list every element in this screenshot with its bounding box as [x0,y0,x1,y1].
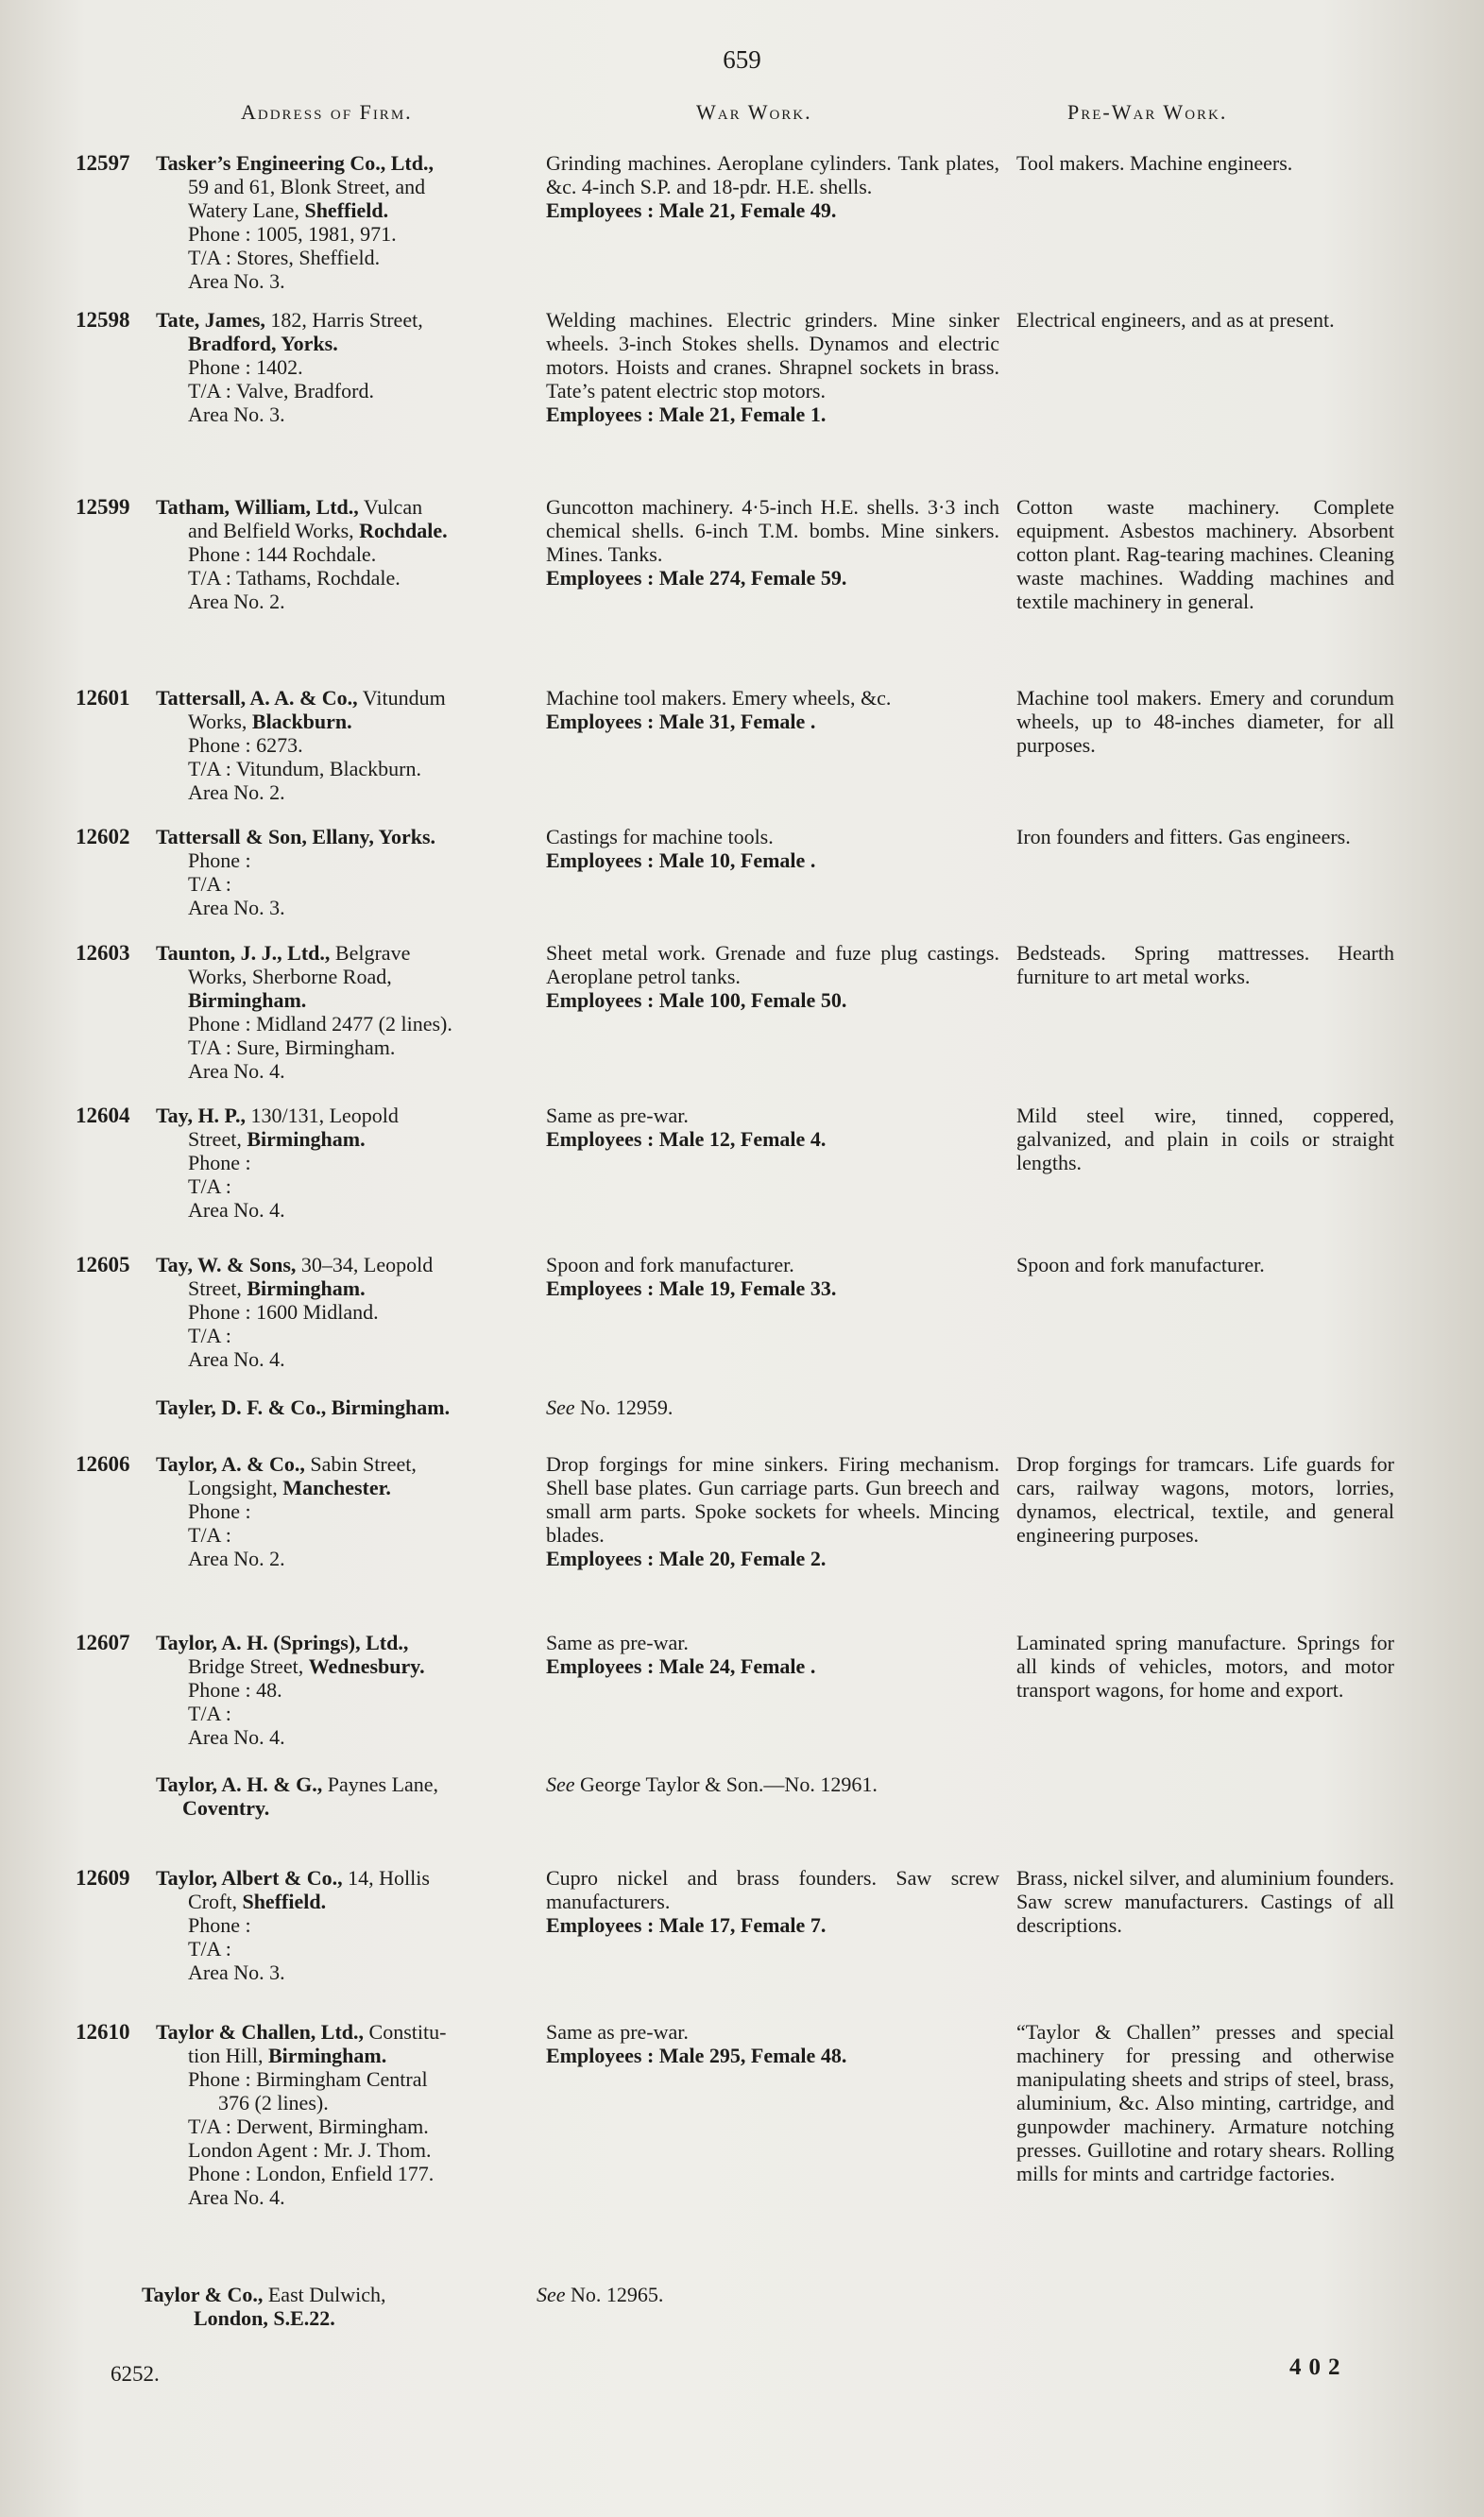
city: Coventry. [182,1796,270,1820]
phone: Phone : 1005, 1981, 971. [188,222,397,246]
city: Wednesbury. [308,1654,425,1678]
telegraphic-address: T/A : Stores, Sheffield. [188,246,381,269]
phone: Phone : 6273. [188,733,303,757]
telegraphic-address: T/A : Vitundum, Blackburn. [188,757,421,780]
street-line: Constitu- [368,2020,447,2044]
street-line: 59 and 61, Blonk Street, and [188,175,426,198]
street-line: and Belfield Works, [188,519,354,542]
war-work [546,1631,999,1678]
war-work-text: Drop forgings for mine sinkers. Firing mechanism. Shell base plates. Gun carriage parts. Gun breech and small arm parts. Spoke sockets for wheels. Mincing blades. [546,1452,999,1547]
telegraphic-address: T/A : [188,872,231,896]
firm-name: Tasker’s Engineering Co., Ltd., [156,151,434,175]
street-line: 30–34, Leopold [300,1253,434,1276]
area-number: Area No. 4. [188,1347,285,1371]
entry-number: 12599 [76,495,130,519]
war-work-text: Cupro nickel and brass founders. Saw screw manufacturers. [546,1866,999,1913]
employees: Employees : Male 31, Female . [546,710,816,733]
war-work [546,308,999,426]
phone: Phone : 48. [188,1678,282,1702]
entry-number: 12609 [76,1866,130,1890]
pre-war-work: Iron founders and fitters. Gas engineers. [1016,825,1351,848]
phone: Phone : 144 Rochdale. [188,542,377,566]
employees: Employees : Male 17, Female 7. [546,1913,827,1937]
war-work-text: Same as pre-war. [546,2020,689,2044]
london-agent: London Agent : Mr. J. Thom. [188,2138,432,2162]
firm-name: Taylor, A. & Co., [156,1452,305,1476]
war-work-text: Guncotton machinery. 4·5-inch H.E. shells. 3·3 inch chemical shells. 6-inch T.M. bombs. Mine sinkers. Mines. Tanks. [546,495,999,566]
street-line: Longsight, [188,1476,278,1499]
firm-address [156,941,524,1083]
city: Manchester. [282,1476,391,1499]
firm-address [156,308,524,426]
area-number: Area No. 2. [188,590,285,613]
telegraphic-address: T/A : [188,1174,231,1198]
see-reference-label: See [546,1772,575,1796]
firm-name: Tay, H. P., [156,1104,246,1127]
entry-number: 12603 [76,941,130,965]
street-line: Street, [188,1276,242,1300]
phone-continued: 376 (2 lines). [218,2091,329,2115]
area-number: Area No. 4. [188,1725,285,1749]
firm-address [156,1395,524,1419]
entry-number: 12605 [76,1253,130,1276]
street-line: Vulcan [363,495,423,519]
war-work [546,1395,999,1419]
city: Sheffield. [242,1890,327,1913]
street-line: Watery Lane, [188,198,299,222]
employees: Employees : Male 19, Female 33. [546,1276,837,1300]
telegraphic-address: T/A : Tathams, Rochdale. [188,566,401,590]
column-header-pre-war-work: Pre-War Work. [1067,100,1228,124]
entry-number: 12597 [76,151,130,175]
war-work-text: Same as pre-war. [546,1631,689,1654]
war-work [546,1253,999,1300]
war-work-text: Sheet metal work. Grenade and fuze plug castings. Aeroplane petrol tanks. [546,941,999,988]
war-work [546,2020,999,2067]
city: Ellany, Yorks. [312,825,436,848]
war-work-text: Same as pre-war. [546,1104,689,1127]
pre-war-work: Cotton waste machinery. Complete equipment. Asbestos machinery. Absorbent cotton plant. Rag-tearing machines. Cleaning waste machines. Wadding machines and textile machinery in general. [1016,495,1394,613]
firm-name: Tattersall, A. A. & Co., [156,686,358,710]
entry-number: 12601 [76,686,130,710]
area-number: Area No. 4. [188,1198,285,1222]
see-reference: No. 12965. [571,2283,664,2306]
phone: Phone : [188,848,251,872]
column-header-war-work: War Work. [696,100,812,124]
area-number: Area No. 3. [188,402,285,426]
war-work-text: Machine tool makers. Emery wheels, &c. [546,686,892,710]
war-work [537,2283,990,2306]
employees: Employees : Male 100, Female 50. [546,988,847,1012]
employees: Employees : Male 274, Female 59. [546,566,847,590]
phone: Phone : [188,1913,251,1937]
firm-address [156,1253,524,1371]
page-number: 659 [723,45,761,74]
firm-address [142,2283,510,2330]
firm-name: Taunton, J. J., Ltd., [156,941,331,965]
war-work [546,686,999,733]
employees: Employees : Male 21, Female 1. [546,402,827,426]
area-number: Area No. 3. [188,269,285,293]
city: Birmingham. [247,1276,366,1300]
area-number: Area No. 4. [188,1059,285,1083]
telegraphic-address: T/A : Sure, Birmingham. [188,1036,396,1059]
phone: Phone : Midland 2477 (2 lines). [188,1012,452,1036]
firm-address [156,825,524,919]
firm-address [156,1104,524,1222]
firm-name: Taylor & Co., [142,2283,264,2306]
war-work-text: Castings for machine tools. [546,825,774,848]
phone: Phone : 1402. [188,355,303,379]
war-work [546,1772,999,1796]
employees: Employees : Male 12, Female 4. [546,1127,827,1151]
firm-address [156,495,524,613]
firm-name: Tay, W. & Sons, [156,1253,297,1276]
firm-address [156,1631,524,1749]
firm-name: Tatham, William, Ltd., [156,495,359,519]
see-reference: George Taylor & Son.—No. 12961. [580,1772,878,1796]
war-work [546,825,999,872]
firm-address [156,151,524,293]
telegraphic-address: T/A : Valve, Bradford. [188,379,374,402]
war-work [546,1866,999,1937]
war-work-text: Grinding machines. Aeroplane cylinders. Tank plates, &c. 4-inch S.P. and 18-pdr. H.E. shells. [546,151,999,198]
street-line: 130/131, Leopold [250,1104,399,1127]
see-reference-label: See [537,2283,566,2306]
phone: Phone : Birmingham Central [188,2067,428,2091]
firm-name: Taylor, Albert & Co., [156,1866,343,1890]
entry-number: 12607 [76,1631,130,1654]
street-line: Works, Sherborne Road, [188,965,392,988]
firm-address [156,1452,524,1570]
telegraphic-address: T/A : [188,1702,231,1725]
footer-code: 6252. [111,2362,160,2386]
war-work [546,495,999,590]
phone: Phone : [188,1499,251,1523]
telegraphic-address: T/A : [188,1937,231,1961]
pre-war-work: “Taylor & Challen” presses and special machinery for pressing and otherwise manipulating sheets and strips of steel, brass, aluminium, &c. Also minting, cartridge, and gunpowder machinery. Armature notching presses. Guillotine and rotary shears. Rolling mills for mints and cartridge factories. [1016,2020,1394,2185]
entry-number: 12598 [76,308,130,332]
pre-war-work: Machine tool makers. Emery and corundum wheels, up to 48-inches diameter, for all purposes. [1016,686,1394,757]
street-line: East Dulwich, [267,2283,386,2306]
war-work [546,941,999,1012]
entry-number: 12610 [76,2020,130,2044]
street-line: 182, Harris Street, [270,308,423,332]
area-number: Area No. 2. [188,780,285,804]
area-number: Area No. 4. [188,2185,285,2209]
area-number: Area No. 3. [188,1961,285,1984]
pre-war-work: Mild steel wire, tinned, coppered, galvanized, and plain in coils or straight lengths. [1016,1104,1394,1174]
city: Birmingham. [247,1127,366,1151]
street-line: Bridge Street, [188,1654,304,1678]
street-line: Paynes Lane, [327,1772,439,1796]
city: Sheffield. [304,198,389,222]
entry-number: 12604 [76,1104,130,1127]
employees: Employees : Male 24, Female . [546,1654,816,1678]
column-header-address: Address of Firm. [241,100,413,124]
street-line: tion Hill, [188,2044,264,2067]
entry-number: 12602 [76,825,130,848]
street-line: Works, [188,710,247,733]
firm-address [156,1866,524,1984]
war-work [546,1452,999,1570]
entry-number: 12606 [76,1452,130,1476]
street-line: Sabin Street, [310,1452,417,1476]
war-work-text: Spoon and fork manufacturer. [546,1253,794,1276]
street-line: Street, [188,1127,242,1151]
street-line: 14, Hollis [348,1866,430,1890]
employees: Employees : Male 295, Female 48. [546,2044,847,2067]
pre-war-work: Brass, nickel silver, and aluminium founders. Saw screw manufacturers. Castings of all descriptions. [1016,1866,1394,1937]
street-line: Vitundum [362,686,446,710]
phone: Phone : [188,1151,251,1174]
see-reference-label: See [546,1395,575,1419]
firm-address [156,686,524,804]
see-reference: No. 12959. [580,1395,674,1419]
employees: Employees : Male 21, Female 49. [546,198,837,222]
london-phone: Phone : London, Enfield 177. [188,2162,435,2185]
war-work-text: Welding machines. Electric grinders. Mine sinker wheels. 3-inch Stokes shells. Dynamos and electric motors. Hoists and cranes. Shrapnel sockets in brass. Tate’s patent electric stop motors. [546,308,999,402]
firm-name: Taylor & Challen, Ltd., [156,2020,365,2044]
firm-name: Tattersall & Son, [156,825,307,848]
employees: Employees : Male 20, Female 2. [546,1547,827,1570]
war-work [546,1104,999,1151]
city: London, S.E.22. [194,2306,335,2330]
phone: Phone : 1600 Midland. [188,1300,379,1324]
firm-name: Taylor, A. H. & G., [156,1772,323,1796]
telegraphic-address: T/A : [188,1324,231,1347]
telegraphic-address: T/A : [188,1523,231,1547]
area-number: Area No. 3. [188,896,285,919]
employees: Employees : Male 10, Female . [546,848,816,872]
street-line: Croft, [188,1890,237,1913]
firm-address [156,2020,524,2209]
city: Rochdale. [359,519,448,542]
firm-name: Taylor, A. H. (Springs), Ltd., [156,1631,409,1654]
city: Blackburn. [251,710,352,733]
city: Birmingham. [188,988,307,1012]
area-number: Area No. 2. [188,1547,285,1570]
pre-war-work: Laminated spring manufacture. Springs for all kinds of vehicles, motors, and motor transport wagons, for home and export. [1016,1631,1394,1702]
pre-war-work: Bedsteads. Spring mattresses. Hearth furniture to art metal works. [1016,941,1394,988]
telegraphic-address: T/A : Derwent, Birmingham. [188,2115,429,2138]
pre-war-work: Electrical engineers, and as at present. [1016,308,1335,332]
city: Bradford, Yorks. [188,332,338,355]
pre-war-work: Tool makers. Machine engineers. [1016,151,1293,175]
firm-address [156,1772,524,1820]
footer-signature-number: 402 [1289,2354,1348,2380]
war-work [546,151,999,222]
city: Birmingham. [267,2044,387,2067]
pre-war-work: Drop forgings for tramcars. Life guards for cars, railway wagons, motors, lorries, dynamos, electrical, textile, and general engineering purposes. [1016,1452,1394,1547]
street-line: Belgrave [334,941,411,965]
firm-name: Tayler, D. F. & Co., Birmingham. [156,1395,451,1419]
firm-name: Tate, James, [156,308,265,332]
pre-war-work: Spoon and fork manufacturer. [1016,1253,1265,1276]
